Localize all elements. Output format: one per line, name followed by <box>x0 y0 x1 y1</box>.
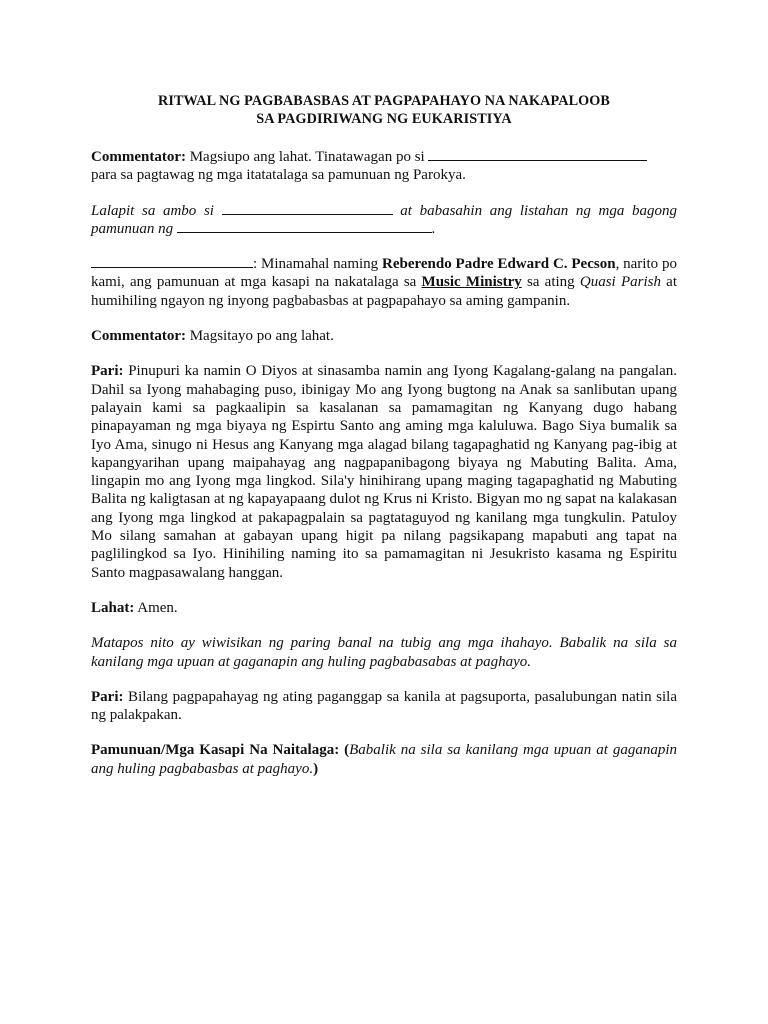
group-blank-line <box>177 221 432 233</box>
name-blank-line <box>428 149 647 161</box>
paragraph-text: at humihiling ngayon ng inyong pagbabasbas at pagpapahayo sa aming gampanin. <box>91 274 677 309</box>
paragraph-text: Babalik na sila sa kanilang mga upuan at gaganapin ang huling pagbabasbas at paghayo. <box>91 742 678 777</box>
paragraph-text: Bilang pagpapahayag ng ating paganggap sa kanila at pagsuporta, pasalubungan natin sila ng palakpakan. <box>91 688 677 724</box>
parish-name: Quasi Parish <box>579 274 661 291</box>
paragraph-text: Matapos nito ay wiwisikan ng paring banal na tubig ang mga ihahayo. Babalik na sila sa kanilang mga upuan at gaganapin ang huling pagbabasabas at paghayo. <box>91 635 677 670</box>
speaker-label: Pari: <box>91 688 124 705</box>
paragraph-text: : Minamahal naming <box>253 256 382 273</box>
paragraph-text: Magsiupo ang lahat. Tinatawagan po si <box>185 149 429 165</box>
title-line-1: RITWAL NG PAGBABASBAS AT PAGPAPAHAYO NA NAKAPALOOB <box>158 93 610 109</box>
title-line-2: SA PAGDIRIWANG NG EUKARISTIYA <box>256 111 512 127</box>
commentator-stand-paragraph <box>91 327 677 345</box>
speaker-label: Lahat: <box>91 599 135 616</box>
rubric-paragraph <box>91 634 677 671</box>
paragraph-text: Lalapit sa ambo si <box>91 202 222 219</box>
paragraph-text: para sa pagtawag ng mga itatatalaga sa pamunuan ng Parokya. <box>91 167 466 184</box>
document-title <box>91 92 677 128</box>
paragraph-text: Pinupuri ka namin O Diyos at sinasamba namin ang Iyong Kagalang-galang na pangalan. Dahil sa Iyong mahabaging puso, ibinigay Mo ang Iyong bugtong na Anak sa sanlibutan upang palayain kami sa pagkaalipin sa kasalanan sa pamamagitan ng Kanyang dugo habang pinapayaman ng mga biyaya ng Espirtu Santo ang aming mga kaluluwa. Bago Siya bumalik sa Iyo Ama, sinugo ni Hesus ang Kanyang mga alagad bilang tagapaghatid ng Kanyang pag-ibig at kapangyarihan upang maipahayag ang nagpapanibagong biyaya ng Mabuting Balita. Ama, lingapin mo ang Iyong mga lingkod. Sila'y hinihirang upang maging tagapaghatid ng Mabuting Balita ng kaligtasan at ng kapayapaang dulot ng Krus ni Kristo. Bigyan mo ng sapat na kalakasan ang Iyong mga lingkod at pakapagpalain sa pagtataguyod ng kanilang mga tungkulin. Patuloy Mo silang samahan at gabayan upang higit pa nilang pagsikapang mapabuti ang tapat na paglilingkod sa Iyo. Hinihiling naming ito sa pamamagitan ni Jesukristo kasama ng Espiritu Santo magpasawalang hanggan. <box>91 363 677 581</box>
open-paren: ( <box>339 742 350 759</box>
paragraph-text: Amen. <box>134 599 178 616</box>
installed-members-paragraph <box>91 741 677 778</box>
speaker-label: Commentator: <box>91 149 186 165</box>
speaker-label: Commentator: <box>91 328 186 345</box>
presentation-paragraph <box>91 255 677 310</box>
priest-applause-paragraph <box>91 688 677 725</box>
paragraph-text: Magsitayo po ang lahat. <box>185 328 334 345</box>
instruction-paragraph <box>91 202 677 239</box>
paragraph-text: at babasahin ang listahan ng mga bagong pamunuan ng <box>91 202 677 237</box>
commentator-intro-paragraph <box>91 148 677 185</box>
all-response-paragraph <box>91 599 677 617</box>
speaker-label: Pamunuan/Mga Kasapi Na Naitalaga: <box>91 742 340 759</box>
priest-name: Reberendo Padre Edward C. Pecson <box>382 256 616 273</box>
priest-prayer-paragraph <box>91 362 677 582</box>
ministry-name: Music Ministry <box>421 274 522 291</box>
speaker-blank-line <box>91 256 253 268</box>
paragraph-text: , narito po kami, ang pamunuan at mga kasapi na nakatalaga sa <box>91 256 677 291</box>
name-blank-line <box>222 203 393 215</box>
paragraph-text: . <box>431 220 436 237</box>
speaker-label: Pari: <box>91 363 124 380</box>
close-paren: ) <box>313 760 319 777</box>
paragraph-text: sa ating <box>521 274 580 291</box>
